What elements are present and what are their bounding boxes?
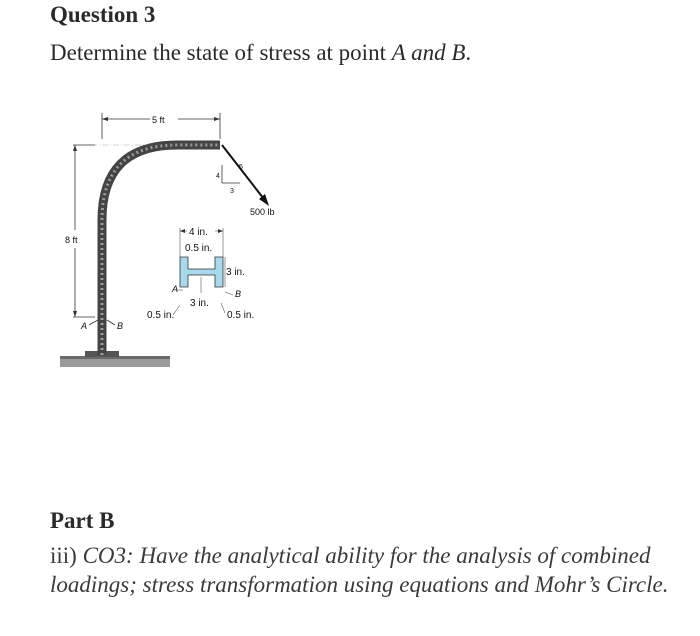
sec-right-thk-label: 0.5 in. xyxy=(227,310,255,321)
prompt-and: and xyxy=(405,40,452,65)
base-a-label: A xyxy=(81,321,88,331)
slope-5: 5 xyxy=(239,164,243,171)
point-a-label: A xyxy=(391,40,406,65)
frame-figure xyxy=(55,105,315,380)
cross-section xyxy=(147,225,254,321)
sec-flange-label: 0.5 in. xyxy=(185,243,213,254)
load-arrow xyxy=(216,145,275,217)
dim-8ft-label: 8 ft xyxy=(65,235,78,245)
slope-4: 4 xyxy=(216,173,220,180)
question-prompt xyxy=(50,40,471,66)
base-b-label: B xyxy=(117,321,124,331)
sec-left-thk-label: 0.5 in. xyxy=(147,310,175,321)
sec-width-label: 4 in. xyxy=(189,227,208,238)
outcome-prefix: iii) xyxy=(50,543,83,568)
prompt-suffix: . xyxy=(465,40,472,65)
sec-web-label: 3 in. xyxy=(190,298,209,309)
dim-5ft-label: 5 ft xyxy=(152,115,165,125)
frame-diagram xyxy=(55,105,315,380)
slope-3: 3 xyxy=(230,188,234,195)
part-title: Part B xyxy=(50,508,115,533)
outcome-text: CO3: Have the analytical ability for the analysis of combined loadings; stress transformation using equations and Mohr’s Circle. xyxy=(50,543,669,597)
sec-height-label: 3 in. xyxy=(226,267,245,278)
dim-5ft xyxy=(102,113,220,139)
ground-hatch xyxy=(60,356,170,367)
question-title: Question 3 xyxy=(50,2,156,27)
point-b-label: B xyxy=(451,40,466,65)
section-point-b: B xyxy=(235,289,242,299)
section-point-a: A xyxy=(172,284,179,294)
course-outcome xyxy=(50,541,680,599)
load-label: 500 lb xyxy=(250,207,275,217)
prompt-prefix: Determine the state of stress at point xyxy=(50,40,392,65)
